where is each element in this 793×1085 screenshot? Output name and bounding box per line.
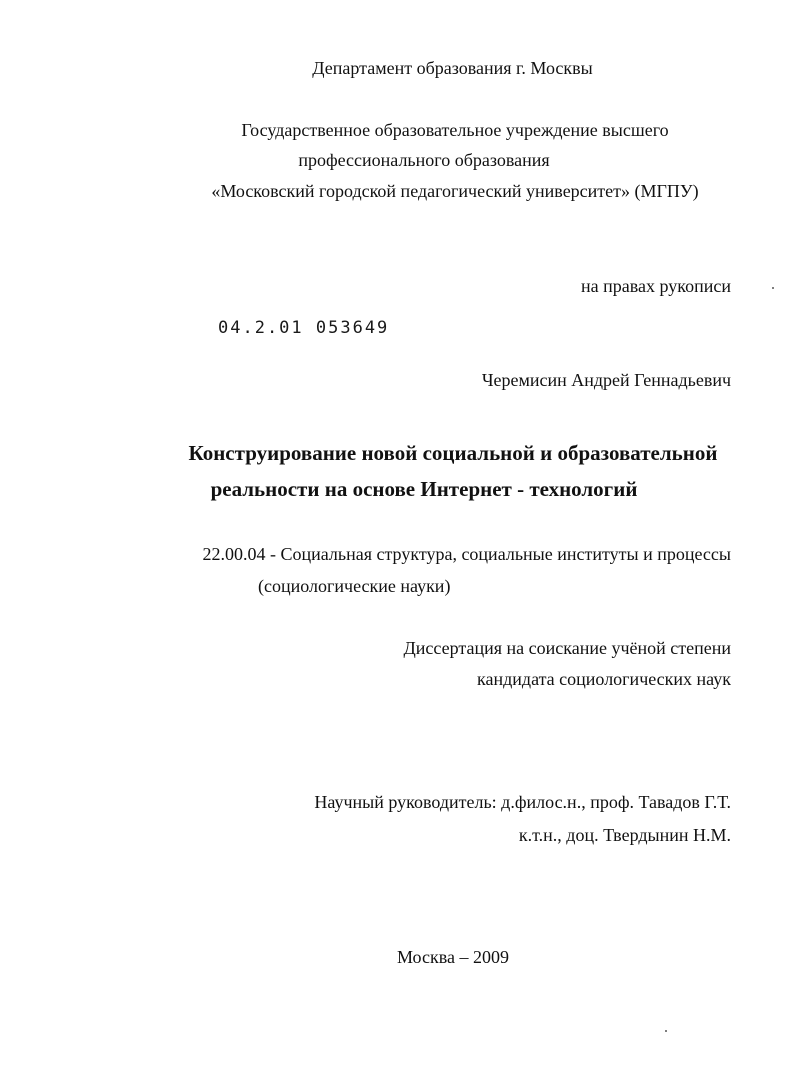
manuscript-note: на правах рукописи	[581, 276, 731, 296]
registration-number-stamp: 04.2.01 053649	[218, 318, 390, 338]
department-heading: Департамент образования г. Москвы	[312, 58, 593, 78]
institution-line-1: Государственное образовательное учреждение высшего	[241, 120, 669, 140]
supervisor-line-2: к.т.н., доц. Твердынин Н.М.	[518, 825, 731, 845]
author-name: Черемисин Андрей Геннадьевич	[481, 370, 731, 390]
institution-line-2: профессионального образования	[298, 150, 550, 170]
institution-line-3: «Московский городской педагогический университет» (МГПУ)	[211, 181, 699, 201]
specialty-line-1: 22.00.04 - Социальная структура, социальные институты и процессы	[202, 544, 731, 564]
degree-line-1: Диссертация на соискание учёной степени	[403, 638, 731, 658]
scan-speck	[665, 1030, 667, 1032]
supervisor-line-1: Научный руководитель: д.филос.н., проф. Тавадов Г.Т.	[314, 792, 731, 812]
specialty-line-2: (социологические науки)	[258, 576, 451, 596]
dissertation-title-line-1: Конструирование новой социальной и образовательной	[188, 441, 718, 465]
degree-line-2: кандидата социологических наук	[477, 669, 731, 689]
dissertation-title-line-2: реальности на основе Интернет - технологий	[210, 477, 638, 501]
city-and-year: Москва – 2009	[397, 947, 509, 967]
scan-speck	[772, 287, 774, 289]
